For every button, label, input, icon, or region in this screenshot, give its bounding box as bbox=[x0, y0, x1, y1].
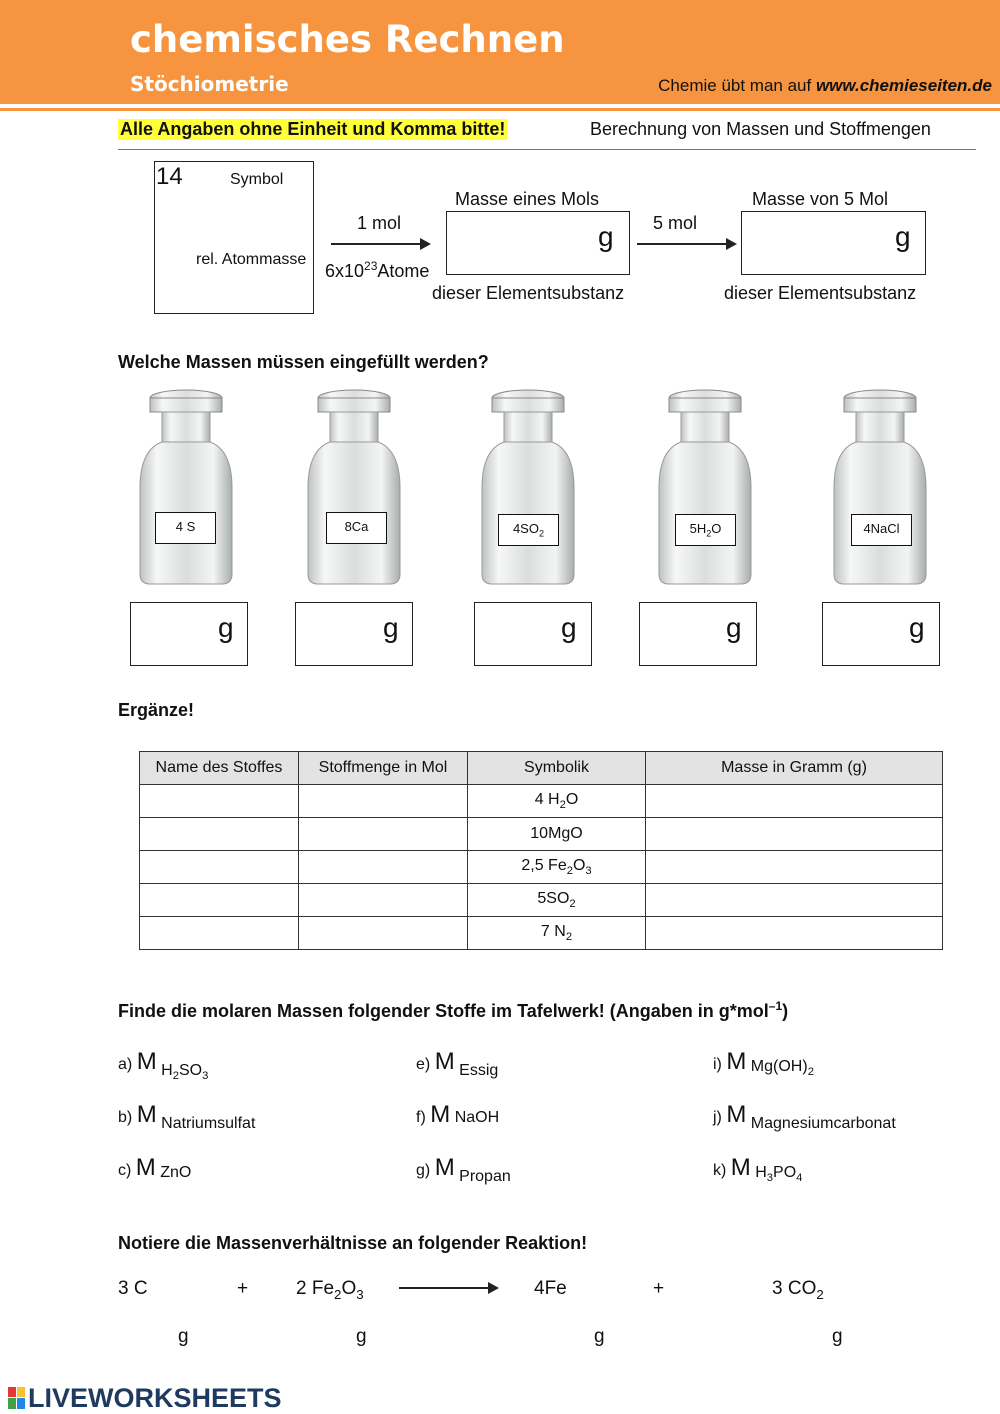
bottle bbox=[478, 388, 578, 593]
bottle-icon bbox=[136, 388, 236, 588]
unit-g: g bbox=[598, 221, 614, 252]
bottle-icon bbox=[830, 388, 930, 588]
arrow2-head-icon bbox=[726, 238, 737, 250]
name-input-cell[interactable] bbox=[140, 818, 299, 851]
mass-unit-c[interactable]: g bbox=[178, 1326, 189, 1347]
bottle bbox=[304, 388, 404, 593]
product-co2: 3 $CO_2$ bbox=[772, 1278, 824, 1302]
symbol-cell: 7 $N_2$ bbox=[468, 917, 646, 950]
unit-g: g bbox=[383, 612, 399, 643]
table-row bbox=[140, 917, 943, 950]
molar-heading: Finde die molaren Massen folgender Stoffe im Tafelwerk! (Angaben in g*mol$^{-1}$) bbox=[118, 999, 789, 1021]
bottle bbox=[830, 388, 930, 593]
molar-item-e[interactable]: e) M Essig bbox=[416, 1048, 499, 1079]
avogadro-label: $6x10^{23}Atome$ bbox=[325, 259, 430, 281]
amount-input-cell[interactable] bbox=[299, 818, 468, 851]
site-note-prefix: Chemie übt man auf bbox=[658, 76, 816, 95]
element-number: 14 bbox=[156, 163, 183, 190]
mass-unit-co2[interactable]: g bbox=[832, 1326, 843, 1347]
mass-input-cell[interactable] bbox=[646, 785, 943, 818]
col-header: Masse in Gramm (g) bbox=[646, 752, 943, 785]
mass-input-cell[interactable] bbox=[646, 851, 943, 884]
mass-input-cell[interactable] bbox=[646, 818, 943, 851]
symbol-cell: 10MgO bbox=[468, 818, 646, 851]
reaction-heading: Notiere die Massenverhältnisse an folgender Reaktion! bbox=[118, 1233, 588, 1253]
table-row bbox=[140, 884, 943, 917]
mass-unit-fe[interactable]: g bbox=[594, 1326, 605, 1347]
table-row bbox=[140, 818, 943, 851]
unit-g: g bbox=[726, 612, 742, 643]
table-row bbox=[140, 851, 943, 884]
bottle-label: 4 S bbox=[155, 512, 216, 544]
name-input-cell[interactable] bbox=[140, 851, 299, 884]
amount-input-cell[interactable] bbox=[299, 917, 468, 950]
molar-item-b[interactable]: b) M Natriumsulfat bbox=[118, 1101, 256, 1132]
molar-item-a[interactable]: a) M $H_2SO_3$ bbox=[118, 1048, 209, 1083]
bottle-icon bbox=[304, 388, 404, 588]
name-input-cell[interactable] bbox=[140, 884, 299, 917]
amount-input-cell[interactable] bbox=[299, 884, 468, 917]
mass-input-cell[interactable] bbox=[646, 917, 943, 950]
molar-item-k[interactable]: k) M $H_3PO_4$ bbox=[713, 1154, 803, 1185]
logo-text: LIVEWORKSHEETS bbox=[28, 1383, 282, 1413]
page-subtitle: Stöchiometrie bbox=[130, 72, 289, 96]
bottle bbox=[655, 388, 755, 593]
bottle-label: 4NaCl bbox=[851, 514, 912, 546]
mass-input-cell[interactable] bbox=[646, 884, 943, 917]
box2-caption: dieser Elementsubstanz bbox=[724, 283, 917, 303]
element-symbol-label: Symbol bbox=[230, 171, 284, 188]
unit-g: g bbox=[895, 221, 911, 252]
arrow1-line bbox=[331, 243, 421, 245]
divider bbox=[118, 149, 976, 150]
box2-title: Masse von 5 Mol bbox=[752, 189, 889, 209]
table-heading: Ergänze! bbox=[118, 700, 195, 720]
table-row bbox=[140, 785, 943, 818]
col-header: Symbolik bbox=[468, 752, 646, 785]
bottle-icon bbox=[655, 388, 755, 588]
molar-item-i[interactable]: i) M $Mg(OH)_2$ bbox=[713, 1048, 814, 1079]
mass-unit-fe2o3[interactable]: g bbox=[356, 1326, 367, 1347]
molar-item-j[interactable]: j) M Magnesiumcarbonat bbox=[713, 1101, 896, 1132]
data-table bbox=[139, 751, 943, 950]
table-header-row bbox=[140, 752, 943, 785]
molar-item-f[interactable]: f) M NaOH bbox=[416, 1101, 500, 1128]
unit-g: g bbox=[561, 612, 577, 643]
name-input-cell[interactable] bbox=[140, 785, 299, 818]
instruction-highlight: Alle Angaben ohne Einheit und Komma bitte! bbox=[120, 119, 506, 139]
box1-title: Masse eines Mols bbox=[455, 189, 600, 209]
amount-input-cell[interactable] bbox=[299, 785, 468, 818]
product-fe: 4Fe bbox=[534, 1278, 567, 1299]
col-header: Stoffmenge in Mol bbox=[299, 752, 468, 785]
box1-caption: dieser Elementsubstanz bbox=[432, 283, 625, 303]
page-title: chemisches Rechnen bbox=[130, 18, 565, 61]
symbol-cell: 2,5 $Fe_2O_3$ bbox=[468, 851, 646, 884]
symbol-cell: 4 $H_2O$ bbox=[468, 785, 646, 818]
molar-item-g[interactable]: g) M Propan bbox=[416, 1154, 511, 1185]
bottle-label: 8Ca bbox=[326, 512, 387, 544]
plus-sign: + bbox=[653, 1278, 665, 1299]
calc-title: Berechnung von Massen und Stoffmengen bbox=[590, 119, 931, 139]
arrow2-line bbox=[637, 243, 727, 245]
col-header: Name des Stoffes bbox=[140, 752, 299, 785]
reactant-fe2o3: 2 $Fe_2O_3$ bbox=[296, 1278, 364, 1302]
logo-blocks-icon bbox=[8, 1387, 26, 1409]
unit-g: g bbox=[218, 612, 234, 643]
symbol-cell: $5SO_2$ bbox=[468, 884, 646, 917]
site-note bbox=[658, 76, 992, 96]
amount-input-cell[interactable] bbox=[299, 851, 468, 884]
reactant-c: 3 C bbox=[118, 1278, 148, 1299]
reaction-arrow-icon bbox=[488, 1282, 499, 1294]
bottle-label: $5H_2O$ bbox=[675, 514, 736, 546]
plus-sign: + bbox=[237, 1278, 249, 1299]
liveworksheets-logo bbox=[8, 1383, 282, 1414]
arrow1-head-icon bbox=[420, 238, 431, 250]
bottles-heading: Welche Massen müssen eingefüllt werden? bbox=[118, 352, 489, 372]
name-input-cell[interactable] bbox=[140, 917, 299, 950]
site-url-link[interactable]: www.chemieseiten.de bbox=[815, 76, 992, 95]
bottle bbox=[136, 388, 236, 593]
bottle-label: $4SO_2$ bbox=[498, 514, 559, 546]
bottle-icon bbox=[478, 388, 578, 588]
atomic-mass-label: rel. Atommasse bbox=[196, 251, 307, 268]
arrow2-label: 5 mol bbox=[653, 213, 698, 233]
molar-item-c[interactable]: c) M ZnO bbox=[118, 1154, 192, 1181]
header-divider bbox=[0, 108, 1000, 111]
unit-g: g bbox=[909, 612, 925, 643]
arrow1-label: 1 mol bbox=[357, 213, 402, 233]
reaction-arrow-line bbox=[399, 1287, 489, 1289]
